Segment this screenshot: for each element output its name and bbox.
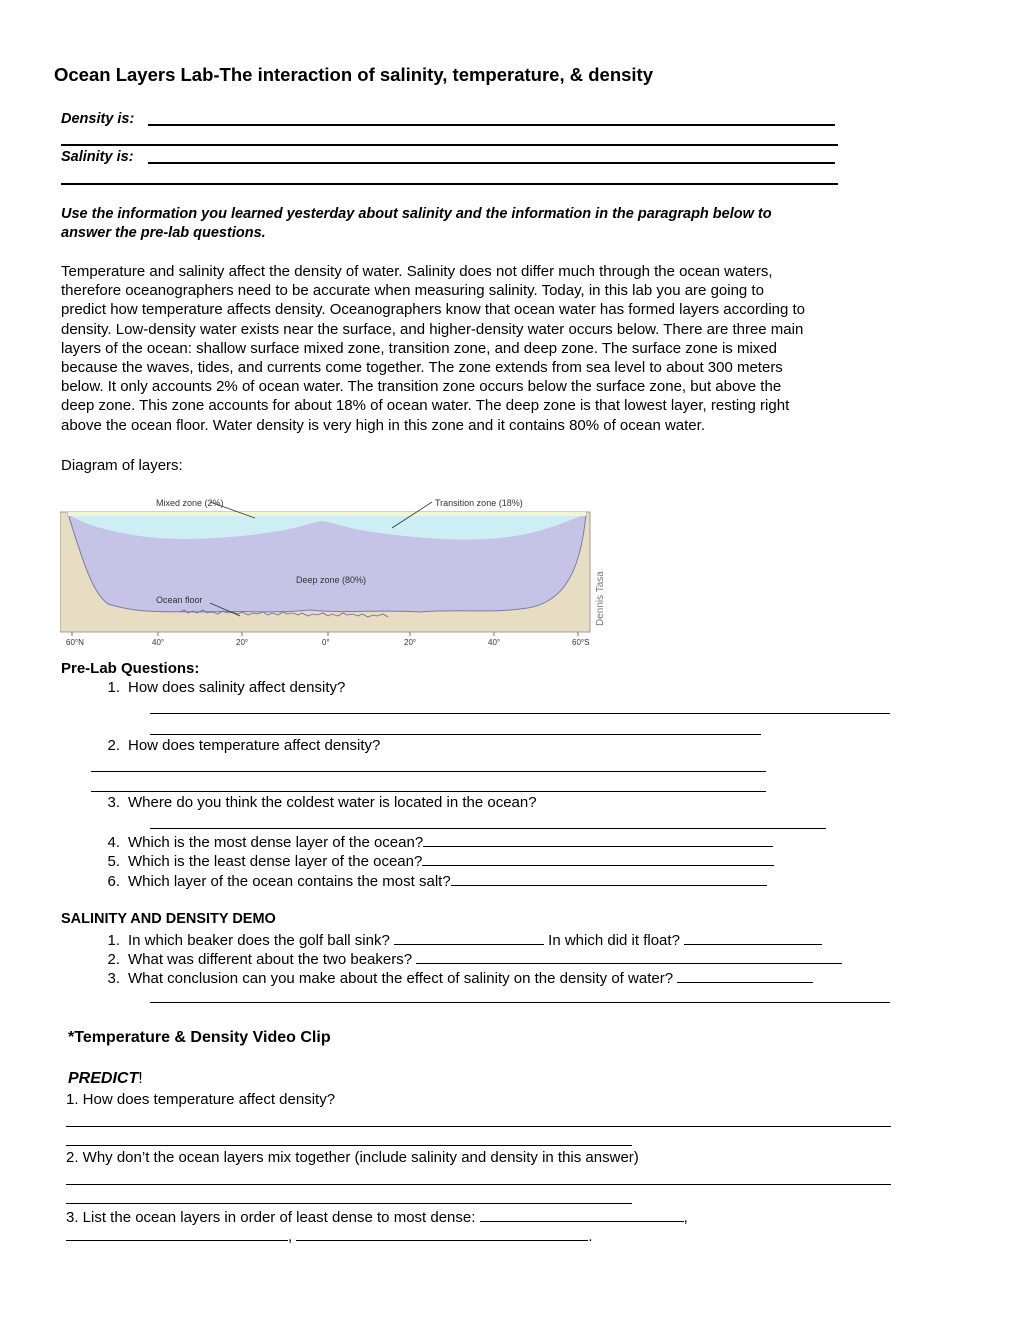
- page-title: Ocean Layers Lab-The interaction of salinity, temperature, & density: [54, 64, 654, 85]
- q-number: 3.: [107, 794, 120, 811]
- credit-label: Dennis Tasa: [595, 571, 606, 626]
- salinity-answer-line[interactable]: [148, 162, 835, 164]
- predict-heading: [68, 1070, 143, 1088]
- deep-zone-label: Deep zone (80%): [296, 575, 367, 585]
- tick-label: 60°S: [572, 638, 590, 647]
- prelab-q6: [92, 871, 767, 890]
- paragraph-line: Temperature and salinity affect the density of water. Salinity does not differ much through the ocean waters,: [61, 263, 773, 280]
- prelab-heading: Pre-Lab Questions:: [61, 660, 200, 677]
- paragraph-line: below. It only accounts 2% of ocean water. The transition zone occurs below the surface zone, but above the: [61, 378, 782, 396]
- ocean-floor-label: Ocean floor: [156, 595, 203, 605]
- prelab-q3: [92, 794, 537, 811]
- q-text: What was different about the two beakers?: [128, 951, 413, 968]
- q-text: How does temperature affect density?: [128, 737, 381, 754]
- tick-label: 40°: [488, 638, 501, 647]
- answer-line[interactable]: [150, 1002, 890, 1003]
- salinity-label: Salinity is:: [61, 149, 134, 165]
- answer-line[interactable]: [66, 1184, 891, 1185]
- instructions-line: answer the pre-lab questions.: [61, 225, 266, 241]
- answer-line[interactable]: [150, 734, 761, 735]
- demo-q2: [92, 949, 842, 968]
- mixed-zone: [68, 512, 586, 516]
- answer-line[interactable]: [150, 713, 890, 714]
- q-text: Which is the least dense layer of the ocean?: [128, 853, 423, 870]
- video-q3: [66, 1207, 688, 1226]
- salinity-answer-line-2[interactable]: [61, 183, 838, 185]
- density-answer-line-2[interactable]: [61, 144, 838, 146]
- reading-paragraph: [61, 262, 911, 435]
- q-text: In which beaker does the golf ball sink?: [128, 932, 390, 949]
- video-q3-continued: [66, 1226, 593, 1245]
- comma: ,: [683, 1209, 688, 1226]
- answer-blank[interactable]: [423, 832, 773, 847]
- paragraph-line: above the ocean floor. Water density is very high in this zone and it contains 80% of ocean water.: [61, 416, 705, 434]
- transition-zone-label: Transition zone (18%): [435, 498, 523, 508]
- demo-q1: [92, 930, 822, 949]
- answer-line[interactable]: [66, 1203, 632, 1204]
- paragraph-line: therefore oceanographers need to be accurate when measuring salinity. Today, in this lab you are going to: [61, 282, 764, 300]
- q-number: 4.: [107, 834, 120, 851]
- demo-heading: SALINITY AND DENSITY DEMO: [61, 911, 276, 927]
- video-heading: *Temperature & Density Video Clip: [68, 1029, 331, 1046]
- tick-label: 20°: [404, 638, 417, 647]
- answer-blank[interactable]: [296, 1226, 588, 1241]
- q-text: What conclusion can you make about the effect of salinity on the density of water?: [128, 970, 674, 987]
- q-number: 2.: [107, 951, 120, 968]
- instructions: [61, 205, 772, 243]
- q-text: Which layer of the ocean contains the most salt?: [128, 873, 451, 890]
- q-text: 3. List the ocean layers in order of least dense to most dense:: [66, 1209, 476, 1226]
- diagram-heading: Diagram of layers:: [61, 457, 183, 474]
- q-number: 1.: [107, 932, 120, 949]
- tick-label: 0°: [322, 638, 330, 647]
- q-number: 1.: [107, 679, 120, 696]
- density-label: Density is:: [61, 111, 135, 127]
- answer-blank[interactable]: [66, 1226, 288, 1241]
- video-q2: 2. Why don’t the ocean layers mix together (include salinity and density in this answer): [66, 1149, 639, 1166]
- q-number: 5.: [107, 853, 120, 870]
- answer-blank[interactable]: [394, 930, 544, 945]
- q-text: Where do you think the coldest water is located in the ocean?: [128, 794, 537, 811]
- axis-ticks: [66, 632, 589, 647]
- video-q1: 1. How does temperature affect density?: [66, 1091, 336, 1108]
- density-answer-line[interactable]: [148, 124, 835, 126]
- ocean-layers-diagram: [60, 488, 610, 653]
- q-text: How does salinity affect density?: [128, 679, 346, 696]
- paragraph-line: predict how temperature affects density. Oceanographers know that ocean water has formed layers according to: [61, 301, 806, 319]
- q-number: 6.: [107, 873, 120, 890]
- mixed-zone-label: Mixed zone (2%): [156, 498, 224, 508]
- answer-line[interactable]: [91, 791, 766, 792]
- paragraph-line: because the waves, tides, and currents come together. The zone extends from sea level to about 300 meters: [61, 359, 783, 377]
- paragraph-line: density. Low-density water exists near the surface, and higher-density water occurs below. There are three main: [61, 320, 804, 338]
- predict-label: PREDICT: [68, 1070, 139, 1087]
- answer-blank[interactable]: [451, 871, 767, 886]
- answer-line[interactable]: [66, 1126, 891, 1127]
- answer-line[interactable]: [66, 1145, 632, 1146]
- answer-blank[interactable]: [684, 930, 822, 945]
- prelab-q4: [92, 832, 773, 851]
- prelab-q5: [92, 851, 774, 870]
- answer-line[interactable]: [91, 771, 766, 772]
- answer-line[interactable]: [150, 828, 826, 829]
- tick-label: 20°: [236, 638, 249, 647]
- instructions-line: Use the information you learned yesterday about salinity and the information in the paragraph below to: [61, 206, 772, 222]
- q-text: In which did it float?: [548, 932, 680, 949]
- period: .: [588, 1228, 593, 1245]
- tick-label: 60°N: [66, 638, 84, 647]
- demo-q3: [92, 968, 813, 987]
- comma: ,: [288, 1228, 293, 1245]
- answer-blank[interactable]: [416, 949, 842, 964]
- paragraph-line: deep zone. This zone accounts for about 18% of ocean water. The deep zone is that lowest layer, resting right: [61, 397, 790, 415]
- q-number: 3.: [107, 970, 120, 987]
- answer-blank[interactable]: [480, 1207, 684, 1222]
- prelab-q1: [92, 679, 345, 696]
- prelab-q2: [92, 737, 380, 754]
- paragraph-line: layers of the ocean: shallow surface mixed zone, transition zone, and deep zone. The surface zone is mixed: [61, 339, 777, 357]
- q-number: 2.: [107, 737, 120, 754]
- answer-blank[interactable]: [677, 968, 813, 983]
- predict-mark: !: [138, 1070, 143, 1087]
- q-text: Which is the most dense layer of the ocean?: [128, 834, 424, 851]
- tick-label: 40°: [152, 638, 165, 647]
- answer-blank[interactable]: [422, 851, 774, 866]
